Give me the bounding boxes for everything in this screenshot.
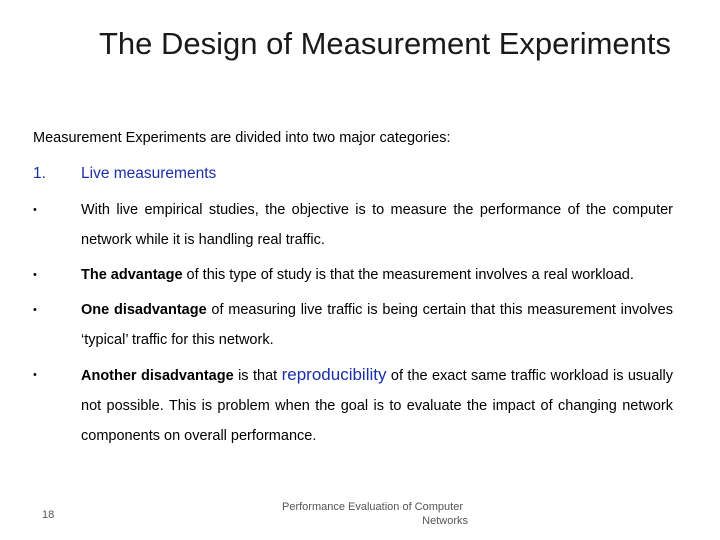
- list-item-text: With live empirical studies, the objective is to measure the performance of the computer network while it is handling real traffic.: [81, 202, 673, 248]
- slide-title: The Design of Measurement Experiments: [98, 26, 672, 61]
- list-item-text: [81, 295, 673, 355]
- list-item-text: [81, 260, 673, 290]
- bullet-icon: •: [33, 369, 37, 381]
- list-item: [33, 195, 673, 255]
- list-item: [33, 360, 673, 451]
- list-item-rest: of the exact same traffic workload is usually not possible. This is problem when the goal is to evaluate the impact of changing network components on overall performance.: [81, 368, 674, 444]
- list-item-rest: is that: [233, 368, 282, 384]
- slide-number: 18: [42, 509, 55, 521]
- list-item-text: [81, 360, 673, 451]
- list-item-live-measurements: [33, 159, 673, 189]
- list-item-rest: of measuring live traffic is being certain that this measurement involves ‘typical’ traffic for this network.: [81, 302, 673, 348]
- list-item: [33, 295, 673, 355]
- highlight-term: reproducibility: [281, 365, 387, 384]
- list-item-bold: The advantage: [81, 267, 183, 283]
- list-item-bold: Another disadvantage: [81, 368, 234, 384]
- footer-line-2: Networks: [422, 515, 468, 527]
- list-item-rest: of this type of study is that the measurement involves a real workload.: [182, 267, 634, 283]
- bullet-icon: •: [33, 304, 37, 316]
- list-item-heading: Live measurements: [81, 165, 217, 182]
- footer-line-1: Performance Evaluation of Computer: [282, 501, 463, 513]
- list-item: [33, 260, 673, 290]
- intro-text: Measurement Experiments are divided into two major categories:: [33, 130, 451, 146]
- bullet-icon: •: [33, 204, 37, 216]
- footer: [282, 500, 468, 528]
- list-number: 1.: [33, 165, 46, 182]
- bullet-icon: •: [33, 269, 37, 281]
- list-item-bold: One disadvantage: [81, 302, 207, 318]
